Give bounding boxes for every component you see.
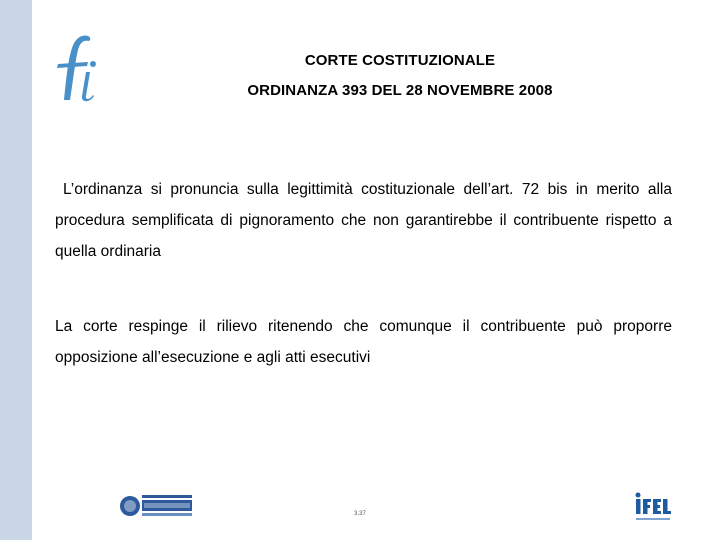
page-number: 3.37 bbox=[354, 511, 366, 517]
page-title: CORTE COSTITUZIONALE bbox=[304, 52, 496, 69]
paragraph-2: La corte respinge il rilievo ritenendo che comunque il contribuente può proporre opposizione all’esecuzione e agli atti esecutivi bbox=[55, 318, 672, 366]
anutel-logo-icon bbox=[118, 492, 194, 520]
page-subtitle: ORDINANZA 393 DEL 28 NOVEMBRE 2008 bbox=[247, 82, 553, 99]
ifel-logo-icon bbox=[634, 490, 672, 524]
fi-logo-icon bbox=[44, 30, 100, 102]
paragraph-1: L’ordinanza si pronuncia sulla legittimità costituzionale dell’art. 72 bis in merito alla procedura semplificata di pignoramento che non garantirebbe il contribuente rispetto a quella ordinaria bbox=[55, 181, 672, 260]
sidebar-stripe bbox=[0, 0, 32, 540]
